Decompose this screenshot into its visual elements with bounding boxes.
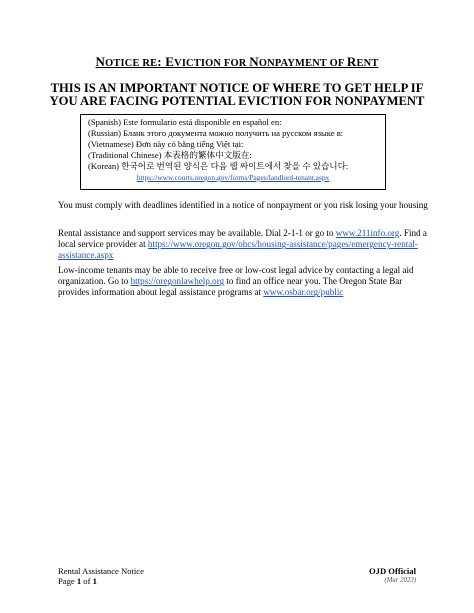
language-line-chinese: (Traditional Chinese) 本表格的繁体中文版在: xyxy=(88,150,252,160)
oregonlawhelp-link[interactable]: https://oregonlawhelp.org xyxy=(130,276,225,287)
footer-org: OJD Official xyxy=(368,566,416,576)
forms-link[interactable]: https://www.courts.oregon.gov/forms/Pages/landlord-tenant.aspx xyxy=(136,173,330,182)
osbar-link[interactable]: www.osbar.org/public xyxy=(263,287,344,298)
language-line-russian: (Russian) Бланк этого документа можно получить на русском языке в: xyxy=(88,128,344,138)
title-part: VICTION FOR xyxy=(174,58,250,69)
footer-left xyxy=(58,566,144,586)
footer-right xyxy=(369,566,416,586)
paragraph-text: Low-income tenants may be able to receive free or low-cost legal advice by contacting a legal aid organization. Go to xyxy=(58,265,414,287)
title-part: : E xyxy=(157,54,175,69)
document-title xyxy=(0,54,474,70)
document-subtitle: THIS IS AN IMPORTANT NOTICE OF WHERE TO GET HELP IF YOU ARE FACING POTENTIAL EVICTION FOR NONPAYMENT xyxy=(49,81,425,108)
title-part: ENT xyxy=(356,58,379,69)
paragraph-text: . Find a local service provider at xyxy=(58,228,427,250)
legal-aid-paragraph xyxy=(58,265,428,299)
language-availability-box xyxy=(80,114,386,190)
deadline-paragraph: You must comply with deadlines identified in a notice of nonpayment or you risk losing your housing xyxy=(58,200,428,210)
title-part: OTICE RE xyxy=(105,58,158,69)
paragraph-text: Rental assistance and support services may be available. Dial 2-1-1 or go to xyxy=(58,228,336,238)
title-part: N xyxy=(249,54,259,69)
title-part: N xyxy=(95,54,106,69)
title-part: R xyxy=(346,54,357,69)
page-current: 1 xyxy=(76,576,82,586)
title-part: ONPAYMENT OF xyxy=(258,58,347,69)
ohcs-rental-assistance-link[interactable]: https://www.oregon.gov/ohcs/housing-assistance/pages/emergency-rental-assistance.aspx xyxy=(58,239,418,261)
page-of: of xyxy=(81,576,93,586)
page-total: 1 xyxy=(92,576,97,586)
paragraph-text: to find an office near you. The Oregon State Bar provides information about legal assistance programs at xyxy=(58,276,403,298)
footer-page-number xyxy=(58,576,144,586)
footer-date: (Mar 2023) xyxy=(384,577,416,584)
footer-doc-name: Rental Assistance Notice xyxy=(58,566,144,576)
language-line-vietnamese: (Vietnamese) Đơn này có bằng tiếng Việt tại: xyxy=(88,139,244,149)
language-line-korean: (Korean) 한국어로 번역된 양식은 다음 웹 싸이트에서 찾을 수 있습니다: xyxy=(88,161,349,171)
211info-link[interactable]: www.211info.org xyxy=(335,228,400,238)
rental-assistance-paragraph xyxy=(58,228,428,262)
language-line-spanish: (Spanish) Este formulario está disponible en español en: xyxy=(88,117,282,127)
page-prefix: Page xyxy=(58,576,77,586)
